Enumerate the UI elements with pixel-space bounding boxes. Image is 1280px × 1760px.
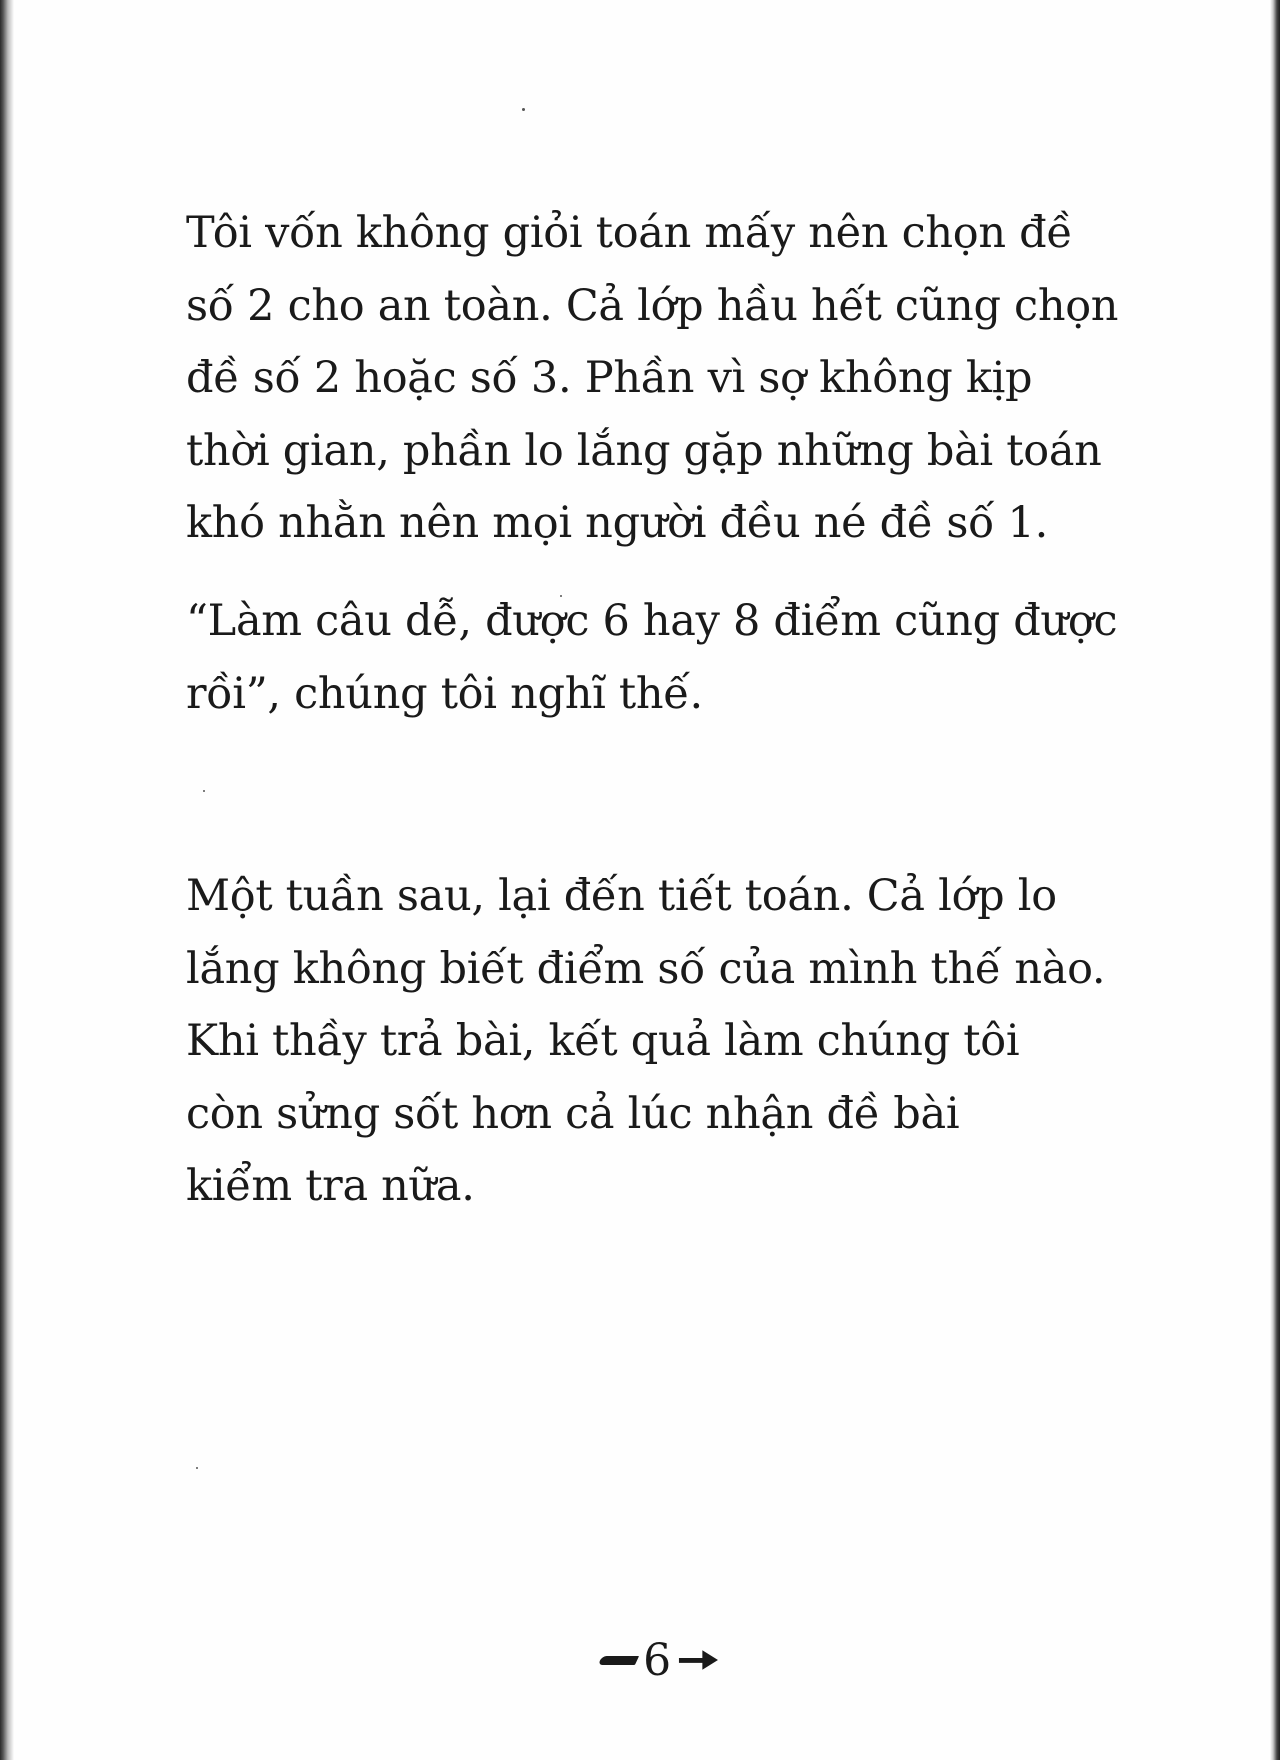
page-edge-right — [1270, 0, 1280, 1760]
arrow-right-icon — [677, 1647, 720, 1673]
page-number: 6 — [643, 1634, 672, 1686]
text-line: kiểm tra nữa. — [186, 1161, 475, 1212]
paragraph-1 — [186, 197, 1126, 560]
text-line: Một tuần sau, lại đến tiết toán. Cả lớp lo — [186, 871, 1057, 921]
scan-speck — [196, 1467, 198, 1469]
paragraph-2 — [186, 585, 1126, 730]
text-line: “Làm câu dễ, được 6 hay 8 điểm cũng được — [186, 596, 1118, 646]
page-edge-left — [0, 0, 14, 1760]
text-line: thời gian, phần lo lắng gặp những bài toán — [186, 425, 1102, 476]
dash-ornament-icon — [598, 1656, 639, 1665]
text-line: còn sửng sốt hơn cả lúc nhận đề bài — [186, 1088, 960, 1139]
scan-speck — [203, 790, 205, 792]
text-line: lắng không biết điểm số của mình thế nào. — [186, 943, 1106, 994]
paragraph-3 — [186, 860, 1126, 1223]
text-line: đề số 2 hoặc số 3. Phần vì sợ không kịp — [186, 353, 1033, 404]
text-line: Tôi vốn không giỏi toán mấy nên chọn đề — [186, 208, 1073, 258]
text-line: Khi thầy trả bài, kết quả làm chúng tôi — [186, 1016, 1020, 1067]
text-line: khó nhằn nên mọi người đều né đề số 1. — [186, 498, 1048, 549]
text-line: rồi”, chúng tôi nghĩ thế. — [186, 668, 703, 719]
text-line: số 2 cho an toàn. Cả lớp hầu hết cũng chọn — [186, 280, 1119, 331]
scan-speck — [522, 108, 525, 111]
page-number-footer — [600, 1632, 720, 1688]
